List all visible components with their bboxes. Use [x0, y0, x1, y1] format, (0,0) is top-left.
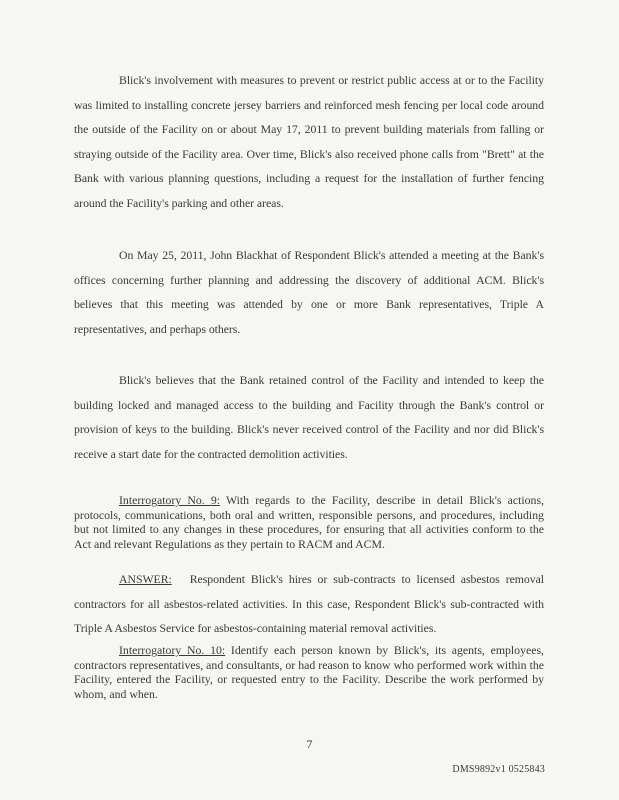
interrogatory-10-text: Identify each person known by Blick's, its agents, employees, contractors representatives, and consultants, or had reason to know who performed work within the Facility, entered the Facility, or requested entry to the Facility. Describe the work performed by whom, and when. [74, 643, 544, 701]
interrogatory-9-text: With regards to the Facility, describe in detail Blick's actions, protocols, communications, both oral and written, responsible persons, and procedures, including but not limited to any changes in these procedures, for ensuring that all activities conform to the Act and relevant Regulations as they pertain to RACM and ACM. [74, 493, 544, 551]
interrogatory-10 [74, 643, 544, 701]
answer-9-label: ANSWER: [119, 572, 172, 586]
paragraph-may-25-meeting: On May 25, 2011, John Blackhat of Respondent Blick's attended a meeting at the Bank's offices concerning further planning and addressing the discovery of additional ACM. Blick's believes that this meeting was attended by one or more Bank representatives, Triple A representatives, and perhaps others. [74, 248, 544, 336]
interrogatory-9-label: Interrogatory No. 9: [119, 493, 221, 507]
interrogatory-9 [74, 493, 544, 551]
document-id: DMS9892v1 0525843 [452, 764, 545, 775]
answer-9-text: Respondent Blick's hires or sub-contracts to licensed asbestos removal contractors for all asbestos-related activities. In this case, Respondent Blick's sub-contracted with Triple A Asbestos Service for asbestos-containing material removal activities. [74, 572, 544, 636]
interrogatory-10-label: Interrogatory No. 10: [119, 643, 226, 657]
paragraph-bank-control: Blick's believes that the Bank retained control of the Facility and intended to keep the building locked and managed access to the building and Facility through the Bank's control or provision of keys to the building. Blick's never received control of the Facility and nor did Blick's receive a start date for the contracted demolition activities. [74, 373, 544, 461]
answer-9 [74, 567, 544, 641]
paragraph-facility-barriers: Blick's involvement with measures to prevent or restrict public access at or to the Facility was limited to installing concrete jersey barriers and reinforced mesh fencing per local code around the outside of the Facility on or about May 17, 2011 to prevent building materials from falling or straying outside of the Facility area. Over time, Blick's also received phone calls from "Brett" at the Bank with various planning questions, including a request for the installation of further fencing around the Facility's parking and other areas. [74, 73, 544, 210]
page-number: 7 [306, 737, 313, 751]
